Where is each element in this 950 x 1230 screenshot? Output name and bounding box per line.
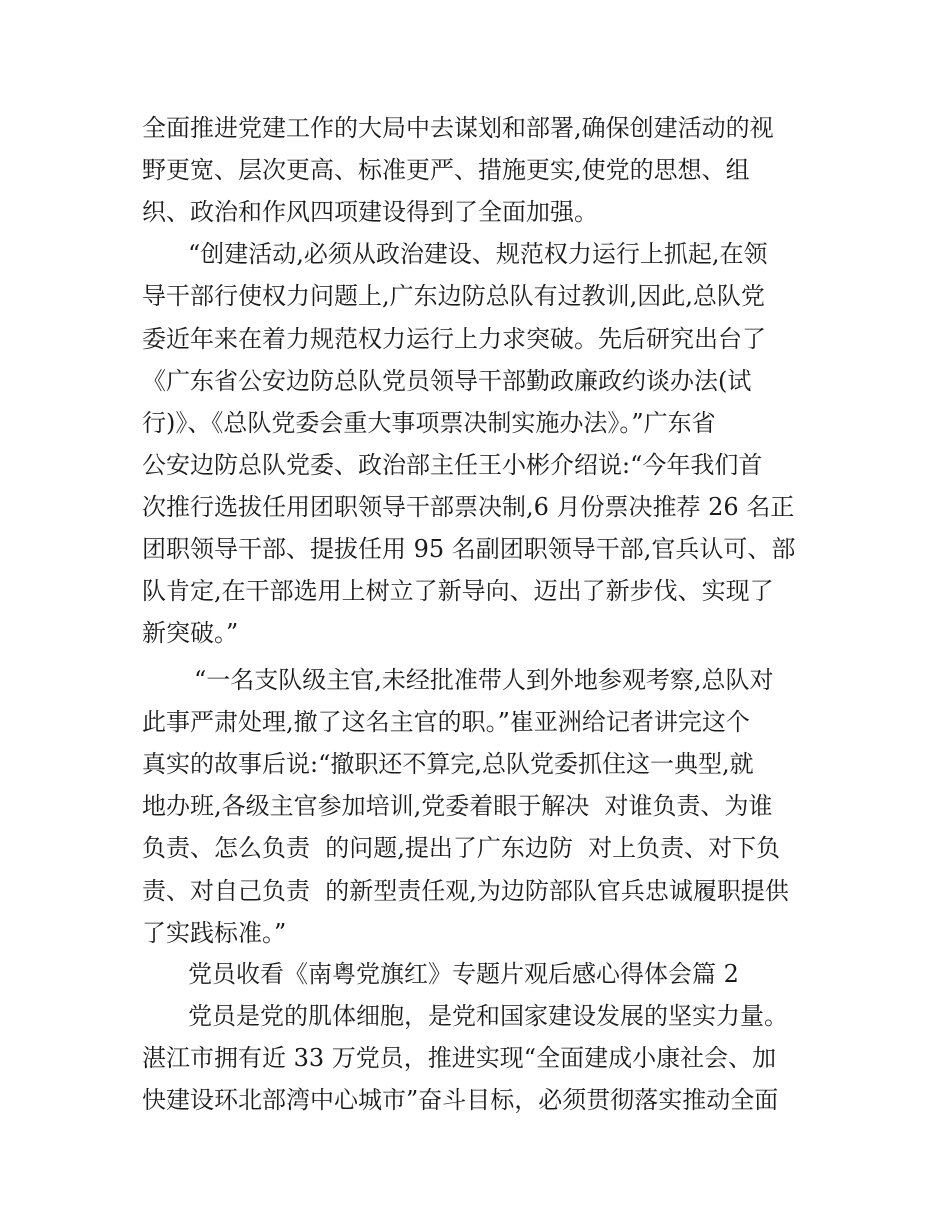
text-line: 次推行选拔任用团职领导干部票决制,6 月份票决推荐 26 名正 [142, 493, 795, 521]
text-line: 《广东省公安边防总队党员领导干部勤政廉政约谈办法(试 [142, 367, 752, 395]
text-line: 全面推进党建工作的大局中去谋划和部署,确保创建活动的视 [142, 114, 774, 142]
text-line: 了实践标准。” [142, 919, 287, 947]
text-line: 队肯定,在干部选用上树立了新导向、迈出了新步伐、实现了 [142, 577, 774, 605]
text-line: 此事严肃处理,撤了这名主官的职。”崔亚洲给记者讲完这个 [142, 708, 750, 736]
text-line: “创建活动,必须从政治建设、规范权力运行上抓起,在领 [188, 240, 768, 268]
text-line: 湛江市拥有近 33 万党员，推进实现“全面建成小康社会、加 [142, 1044, 777, 1072]
text-line: 野更宽、层次更高、标准更严、措施更实,使党的思想、组 [142, 156, 750, 184]
text-line: “一名支队级主官,未经批准带人到外地参观考察,总队对 [194, 666, 774, 694]
text-line: 团职领导干部、提拔任用 95 名副团职领导干部,官兵认可、部 [142, 535, 796, 563]
text-line: 行)》、《总队党委会重大事项票决制实施办法》。”广东省 [142, 409, 716, 437]
text-line: 责、对自己负责 的新型责任观,为边防部队官兵忠诚履职提供 [142, 877, 789, 905]
text-line: 负责、怎么负责 的问题,提出了广东边防 对上负责、对下负 [142, 834, 781, 862]
text-line: 织、政治和作风四项建设得到了全面加强。 [142, 198, 598, 226]
text-line: 快建设环北部湾中心城市”奋斗目标，必须贯彻落实推动全面 [142, 1086, 779, 1114]
text-line: 真实的故事后说:“撤职还不算完,总队党委抓住这一典型,就 [142, 750, 754, 778]
text-line: 党员是党的肌体细胞，是党和国家建设发展的坚实力量。 [188, 1002, 788, 1030]
text-line: 公安边防总队党委、政治部主任王小彬介绍说:“今年我们首 [142, 451, 763, 479]
text-line: 新突破。” [142, 619, 239, 647]
text-line: 地办班,各级主官参加培训,党委着眼于解决 对谁负责、为谁 [142, 792, 773, 820]
text-line: 委近年来在着力规范权力运行上力求突破。先后研究出台了 [142, 325, 766, 353]
text-line: 导干部行使权力问题上,广东边防总队有过教训,因此,总队党 [142, 282, 765, 310]
section-heading: 党员收看《南粤党旗红》专题片观后感心得体会篇 2 [188, 960, 739, 988]
